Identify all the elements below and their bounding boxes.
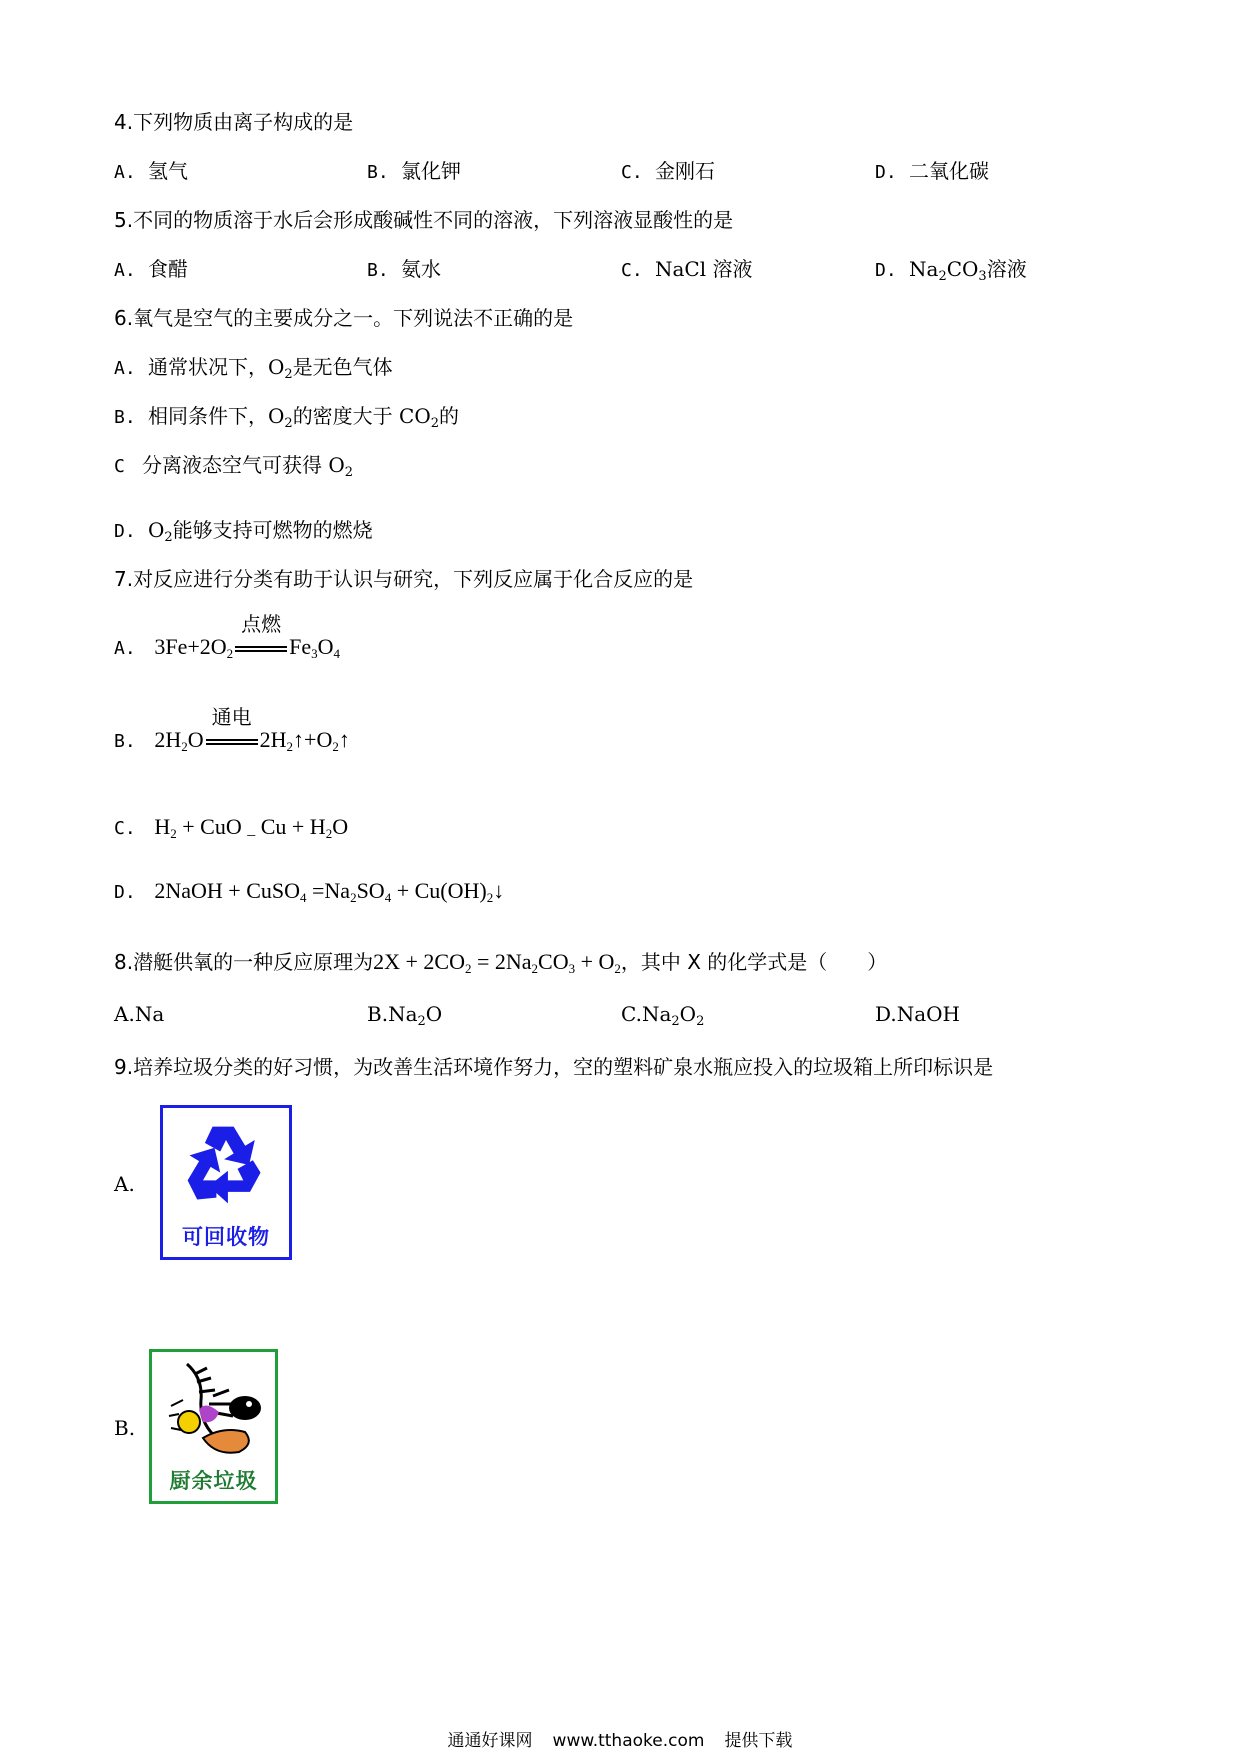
q8-option-b: $B.Na_2O$ [367, 1002, 443, 1029]
equation-a: $3Fe+2O_2$ 点燃 $Fe_3O_4$ [154, 634, 340, 659]
q9-option-b-label: B. [114, 1416, 136, 1440]
footer-site: 通通好课网 [447, 1731, 533, 1751]
q5-option-c: C. NaCl 溶液 [621, 257, 753, 281]
page-footer [0, 1726, 1240, 1751]
q8-stem: 8.潜艇供氧的一种反应原理为$2X + 2CO_2 = 2Na_2CO_3 + O_2$，其中 X 的化学式是（ ） [114, 949, 888, 976]
q4-option-b: B. 氯化钾 [367, 159, 461, 183]
food-waste-icon [159, 1360, 269, 1460]
q7-option-c: C. $H_2$ + CuO _ $Cu + H_2O$ [114, 814, 349, 841]
q8-option-d: D.NaOH [875, 1002, 960, 1026]
q4-stem: 4.下列物质由离子构成的是 [114, 110, 354, 134]
q6-option-b: B. 相同条件下，$O_2$的密度大于 $CO_2$的 [114, 404, 460, 431]
equation-q8: $2X + 2CO_2 = 2Na_2CO_3 + O_2$ [373, 949, 621, 976]
footer-note: 提供下载 [724, 1731, 793, 1751]
q4-option-d: D. 二氧化碳 [875, 159, 989, 183]
q9-option-a-label: A. [114, 1172, 135, 1196]
q5-stem: 5.不同的物质溶于水后会形成酸碱性不同的溶液，下列溶液显酸性的是 [114, 208, 734, 232]
q7-option-b: B. $2H_2O$ 通电 $2H_2↑+O_2↑$ [114, 727, 350, 755]
recycle-icon [178, 1116, 274, 1214]
sign-recyclable [160, 1105, 292, 1260]
sign-food-waste-caption: 厨余垃圾 [169, 1469, 258, 1493]
q6-stem: 6.氧气是空气的主要成分之一。下列说法不正确的是 [114, 306, 574, 330]
q9-stem: 9.培养垃圾分类的好习惯，为改善生活环境作努力，空的塑料矿泉水瓶应投入的垃圾箱上所印标识是 [114, 1055, 994, 1079]
q4-option-a: A. 氢气 [114, 159, 188, 183]
condition-ignite: 点燃 [241, 612, 282, 636]
q7-stem: 7.对反应进行分类有助于认识与研究，下列反应属于化合反应的是 [114, 567, 694, 591]
q8-option-a: A.Na [114, 1002, 165, 1026]
equation-d: 2NaOH + CuSO$_4$ $=Na_2SO_4$ + $Cu(OH)_2↓$ [154, 878, 505, 905]
q7-option-d: D. 2NaOH + CuSO$_4$ $=Na_2SO_4$ + $Cu(OH)_2↓$ [114, 878, 505, 905]
q6-option-c: C 分离液态空气可获得 $O_2$ [114, 453, 354, 480]
sign-food-waste [149, 1349, 278, 1504]
sign-recyclable-caption: 可回收物 [182, 1225, 270, 1249]
q5-option-a: A. 食醋 [114, 257, 188, 281]
q5-option-d: D. $Na_2CO_3$溶液 [875, 257, 1027, 284]
q4-option-c: C. 金刚石 [621, 159, 715, 183]
q7-option-a: A. $3Fe+2O_2$ 点燃 $Fe_3O_4$ [114, 634, 340, 662]
equation-b: $2H_2O$ 通电 $2H_2↑+O_2↑$ [154, 727, 349, 752]
condition-electrolysis: 通电 [211, 705, 252, 729]
q5-option-b: B. 氨水 [367, 257, 441, 281]
equation-c: $H_2$ + CuO _ $Cu + H_2O$ [154, 814, 349, 841]
q6-option-a: A. 通常状况下，$O_2$是无色气体 [114, 355, 393, 382]
q6-option-d: D. $O_2$能够支持可燃物的燃烧 [114, 518, 373, 545]
footer-url: www.tthaoke.com [552, 1731, 705, 1751]
q8-option-c: $C.Na_2O_2$ [621, 1002, 705, 1029]
